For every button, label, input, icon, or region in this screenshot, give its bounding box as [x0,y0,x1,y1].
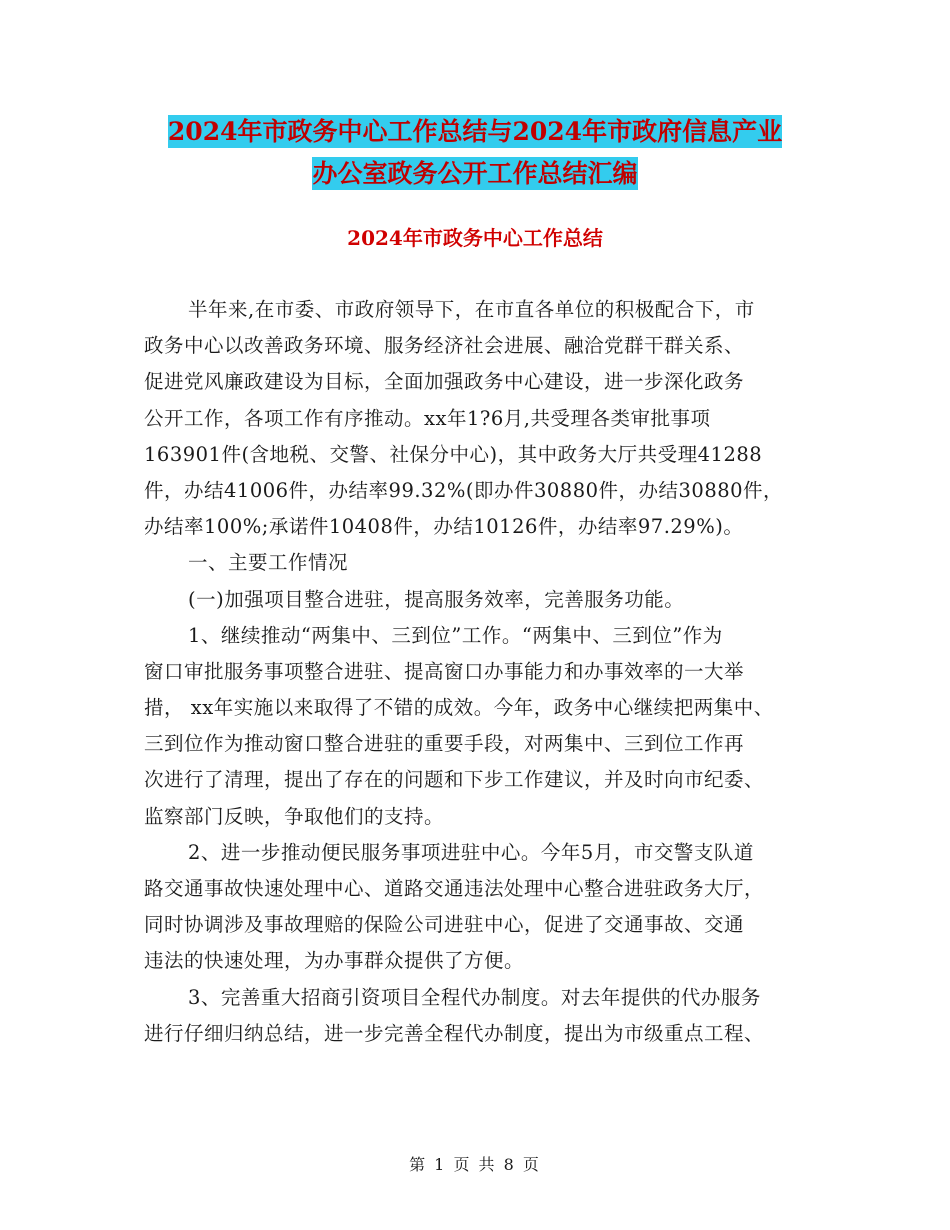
body-line: 半年来,在市委、市政府领导下，在市直各单位的积极配合下，市 [188,298,755,321]
body-text [144,292,824,1052]
body-line: 措， xx年实施以来取得了不错的成效。今年，政务中心继续把两集中、 [144,696,774,720]
document-title-line-1 [0,112,950,152]
body-line: 1、继续推动“两集中、三到位”工作。“两集中、三到位”作为 [188,623,723,647]
title-highlight-1: 2024年市政务中心工作总结与2024年市政府信息产业 [167,117,783,146]
body-line: 公开工作，各项工作有序推动。xx年1?6月,共受理各类审批事项 [144,406,711,430]
body-line: 3、完善重大招商引资项目全程代办制度。对去年提供的代办服务 [188,985,761,1009]
body-line: 政务中心以改善政务环境、服务经济社会进展、融洽党群干群关系、 [144,334,745,358]
body-line: 办结率100%;承诺件10408件，办结10126件，办结率97.29%)。 [144,515,744,539]
body-line: 次进行了清理，提出了存在的问题和下步工作建议，并及时向市纪委、 [144,768,765,792]
body-line: 同时协调涉及事故理赔的保险公司进驻中心，促进了交通事故、交通 [144,913,745,937]
title-highlight-2: 办公室政务公开工作总结汇编 [312,159,638,188]
page-footer: 第 1 页 共 8 页 [409,1155,541,1174]
body-line: (一)加强项目整合进驻，提高服务效率，完善服务功能。 [188,587,685,611]
body-line: 件，办结41006件，办结率99.32%(即办件30880件，办结30880件， [144,478,784,502]
body-line: 进行仔细归纳总结，进一步完善全程代办制度，提出为市级重点工程、 [144,1021,765,1045]
body-line: 监察部门反映，争取他们的支持。 [144,804,445,828]
body-line: 窗口审批服务事项整合进驻、提高窗口办事能力和办事效率的一大举 [144,659,745,683]
section-title: 2024年市政务中心工作总结 [347,226,603,250]
body-line: 一、主要工作情况 [188,551,349,575]
document-title-line-2 [0,154,950,194]
body-line: 违法的快速处理，为办事群众提供了方便。 [144,949,525,973]
body-line: 促进党风廉政建设为目标，全面加强政务中心建设，进一步深化政务 [144,370,745,394]
body-line: 163901件(含地税、交警、社保分中心)，其中政务大厅共受理41288 [144,442,763,466]
body-line: 2、进一步推动便民服务事项进驻中心。今年5月，市交警支队道 [188,840,754,864]
body-line: 三到位作为推动窗口整合进驻的重要手段，对两集中、三到位工作再 [144,732,745,756]
body-line: 路交通事故快速处理中心、道路交通违法处理中心整合进驻政务大厅， [144,877,765,900]
